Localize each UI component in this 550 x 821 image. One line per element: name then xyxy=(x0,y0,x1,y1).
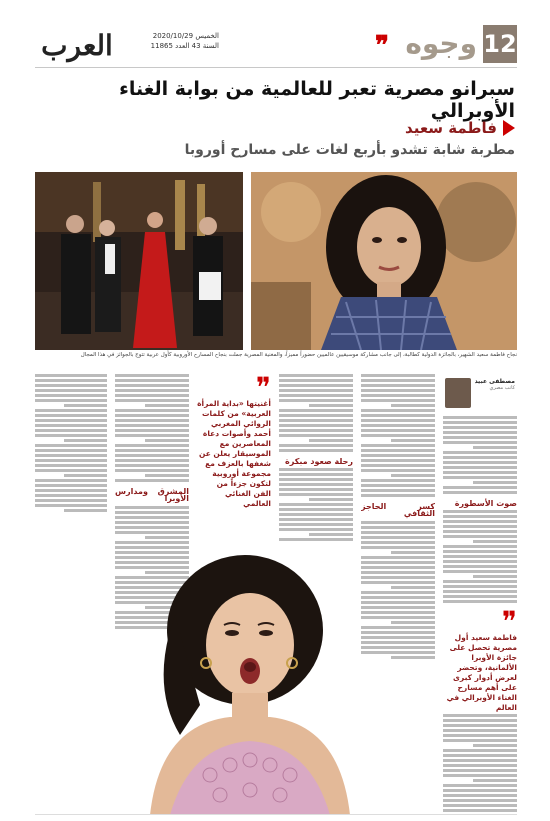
text-line xyxy=(361,399,435,402)
text-line xyxy=(115,459,189,462)
issue-info xyxy=(129,31,219,51)
column-text xyxy=(279,374,353,452)
text-line xyxy=(115,449,189,452)
text-line xyxy=(115,394,189,397)
text-line xyxy=(361,414,435,417)
text-line xyxy=(279,419,353,422)
text-line xyxy=(443,724,517,727)
text-line xyxy=(361,556,435,559)
text-line xyxy=(443,769,517,772)
text-line xyxy=(443,600,517,603)
logo-text: العرب xyxy=(41,28,113,62)
text-line xyxy=(361,606,435,609)
text-line xyxy=(279,424,353,427)
text-line xyxy=(361,641,435,644)
portrait-photo xyxy=(251,172,517,350)
column-text xyxy=(361,521,435,659)
text-line xyxy=(115,506,189,509)
author-name: مصطفى عبيد xyxy=(474,378,515,385)
text-line xyxy=(443,550,517,553)
text-line xyxy=(361,494,435,497)
text-line xyxy=(361,489,435,492)
text-line xyxy=(279,399,353,402)
text-line xyxy=(443,545,517,548)
text-line xyxy=(443,426,517,429)
column-text xyxy=(361,374,435,497)
text-line xyxy=(443,799,517,802)
subheadline: مطربة شابة تشدو بأربع لغات على مسارح أوروبا xyxy=(184,142,515,158)
text-line xyxy=(35,489,107,492)
text-line xyxy=(279,409,353,412)
text-line xyxy=(279,429,353,432)
text-line xyxy=(361,526,435,529)
text-line xyxy=(361,646,435,649)
text-line xyxy=(279,374,353,377)
text-line xyxy=(473,540,517,543)
text-line xyxy=(64,474,107,477)
text-line xyxy=(35,454,107,457)
text-line xyxy=(391,621,435,624)
text-line xyxy=(443,580,517,583)
triangle-marker-icon xyxy=(503,120,515,136)
person-name-row xyxy=(315,118,515,138)
text-line xyxy=(443,734,517,737)
text-line xyxy=(279,379,353,382)
text-line xyxy=(35,419,107,422)
text-line xyxy=(443,525,517,528)
text-line xyxy=(35,434,107,437)
author-role: كاتب مصري xyxy=(489,385,515,391)
text-line xyxy=(361,596,435,599)
text-line xyxy=(35,394,107,397)
text-line xyxy=(443,585,517,588)
text-line xyxy=(361,546,435,549)
singer-illustration xyxy=(120,545,370,815)
text-line xyxy=(443,421,517,424)
text-line xyxy=(35,469,107,472)
text-line xyxy=(361,444,435,447)
text-line xyxy=(361,454,435,457)
text-line xyxy=(443,754,517,757)
text-line xyxy=(473,446,517,449)
text-line xyxy=(361,374,435,377)
text-line xyxy=(361,419,435,422)
text-line xyxy=(443,595,517,598)
text-line xyxy=(279,523,353,526)
text-line xyxy=(35,499,107,502)
text-line xyxy=(443,530,517,533)
pull-quote-1: أغنيتها «بداية المرأة العربية» من كلمات الروائي المغربي أحمد وأصوات دعاة المعاصرين مع الموسيقار يعلن عن شغفها بالعزف مع مجموعة أوروبية لتكون جزءاً من الفن الغنائي العالمي xyxy=(197,399,271,508)
text-line xyxy=(115,399,189,402)
text-line xyxy=(35,429,107,432)
text-line xyxy=(279,394,353,397)
text-line xyxy=(115,541,189,544)
subsection-title: المشرق ومدارس الأوبرا xyxy=(115,487,189,504)
column-text xyxy=(443,510,517,603)
concert-photo xyxy=(35,172,243,350)
text-line xyxy=(443,590,517,593)
text-line xyxy=(279,468,353,471)
text-line xyxy=(443,491,517,494)
text-line xyxy=(361,611,435,614)
subsection-title: رحلة صعود مبكرة xyxy=(285,457,353,466)
text-line xyxy=(443,764,517,767)
column-text xyxy=(443,714,517,813)
body-column-6 xyxy=(35,373,107,813)
portrait-photo-image xyxy=(251,172,517,350)
text-line xyxy=(391,474,435,477)
column-text xyxy=(443,416,517,494)
text-line xyxy=(115,479,189,482)
text-line xyxy=(64,439,107,442)
text-line xyxy=(443,555,517,558)
issue-line: السنة 43 العدد 11865 xyxy=(150,42,219,50)
text-line xyxy=(35,449,107,452)
text-line xyxy=(443,461,517,464)
text-line xyxy=(309,404,353,407)
text-line xyxy=(443,759,517,762)
text-line xyxy=(391,439,435,442)
text-line xyxy=(443,486,517,489)
text-line xyxy=(391,586,435,589)
text-line xyxy=(115,444,189,447)
column-text xyxy=(115,374,189,482)
text-line xyxy=(473,575,517,578)
date-line: الخميس 2020/10/29 xyxy=(152,32,219,40)
text-line xyxy=(443,451,517,454)
text-line xyxy=(279,528,353,531)
text-line xyxy=(35,479,107,482)
text-line xyxy=(35,399,107,402)
text-line xyxy=(473,481,517,484)
singer-illustration-image xyxy=(120,545,370,815)
text-line xyxy=(443,441,517,444)
section-page-number: 12 xyxy=(483,25,517,63)
body-column-2 xyxy=(361,373,435,813)
text-line xyxy=(309,533,353,536)
text-line xyxy=(279,414,353,417)
text-line xyxy=(35,494,107,497)
newspaper-logo xyxy=(35,27,119,63)
body-column-3 xyxy=(279,373,353,543)
text-line xyxy=(35,389,107,392)
text-line xyxy=(279,434,353,437)
column-text xyxy=(35,374,107,512)
text-line xyxy=(361,389,435,392)
column-text xyxy=(279,468,353,543)
text-line xyxy=(443,431,517,434)
text-line xyxy=(279,478,353,481)
text-line xyxy=(279,513,353,516)
text-line xyxy=(391,551,435,554)
text-line xyxy=(443,719,517,722)
subsection-title: صوت الأسطورة xyxy=(454,499,517,508)
quote-mark-icon: ❞ xyxy=(501,605,517,639)
pull-quote-box-1 xyxy=(197,373,271,509)
text-line xyxy=(361,616,435,619)
text-line xyxy=(35,409,107,412)
text-line xyxy=(115,469,189,472)
text-line xyxy=(443,774,517,777)
text-line xyxy=(145,474,189,477)
text-line xyxy=(361,636,435,639)
text-line xyxy=(443,520,517,523)
text-line xyxy=(443,714,517,717)
text-line xyxy=(443,436,517,439)
text-line xyxy=(279,444,353,447)
text-line xyxy=(443,749,517,752)
text-line xyxy=(443,560,517,563)
text-line xyxy=(35,379,107,382)
text-line xyxy=(443,466,517,469)
text-line xyxy=(361,601,435,604)
text-line xyxy=(443,789,517,792)
body-column-1 xyxy=(443,415,517,813)
text-line xyxy=(473,779,517,782)
text-line xyxy=(115,424,189,427)
text-line xyxy=(361,536,435,539)
text-line xyxy=(391,404,435,407)
text-line xyxy=(361,459,435,462)
text-line xyxy=(361,561,435,564)
pull-quote-2: فاطمة سعيد أول مصرية تحصل على جائزة الأوبرا الألمانية، وتحضر لعرض أدوار كبرى على أهم مسارح الغناء الأوبرالي في العالم xyxy=(446,633,517,713)
text-line xyxy=(309,439,353,442)
text-line xyxy=(443,729,517,732)
text-line xyxy=(443,416,517,419)
text-line xyxy=(443,809,517,812)
text-line xyxy=(361,479,435,482)
text-line xyxy=(361,541,435,544)
text-line xyxy=(361,394,435,397)
text-line xyxy=(145,404,189,407)
text-line xyxy=(443,510,517,513)
page-header xyxy=(35,25,517,68)
text-line xyxy=(35,384,107,387)
body-column-4 xyxy=(197,373,271,543)
text-line xyxy=(35,374,107,377)
concert-photo-image xyxy=(35,172,243,350)
text-line xyxy=(309,498,353,501)
text-line xyxy=(473,744,517,747)
text-line xyxy=(35,504,107,507)
text-line xyxy=(443,570,517,573)
text-line xyxy=(35,459,107,462)
text-line xyxy=(361,449,435,452)
text-line xyxy=(279,483,353,486)
text-line xyxy=(115,384,189,387)
text-line xyxy=(361,626,435,629)
text-line xyxy=(115,526,189,529)
section-title: وجوه xyxy=(405,27,477,60)
text-line xyxy=(361,571,435,574)
text-line xyxy=(361,591,435,594)
text-line xyxy=(443,739,517,742)
bottom-rule xyxy=(35,814,517,815)
text-line xyxy=(115,521,189,524)
text-line xyxy=(115,414,189,417)
text-line xyxy=(35,414,107,417)
text-line xyxy=(279,508,353,511)
headline: سبرانو مصرية تعبر للعالمية من بوابة الغناء الأوبرالي xyxy=(119,78,515,122)
text-line xyxy=(115,516,189,519)
text-line xyxy=(361,566,435,569)
text-line xyxy=(279,473,353,476)
text-line xyxy=(35,484,107,487)
text-line xyxy=(115,429,189,432)
text-line xyxy=(115,409,189,412)
text-line xyxy=(443,476,517,479)
text-line xyxy=(279,503,353,506)
text-line xyxy=(361,469,435,472)
text-line xyxy=(443,784,517,787)
text-line xyxy=(443,565,517,568)
text-line xyxy=(279,518,353,521)
text-line xyxy=(145,439,189,442)
text-line xyxy=(361,651,435,654)
text-line xyxy=(115,434,189,437)
text-line xyxy=(279,384,353,387)
text-line xyxy=(443,804,517,807)
text-line xyxy=(361,631,435,634)
subsection-title: كسر الحاجز الثقافي xyxy=(361,502,435,519)
text-line xyxy=(443,535,517,538)
text-line xyxy=(115,379,189,382)
text-line xyxy=(361,409,435,412)
text-line xyxy=(279,538,353,541)
text-line xyxy=(361,484,435,487)
text-line xyxy=(361,531,435,534)
text-line xyxy=(35,444,107,447)
text-line xyxy=(35,424,107,427)
text-line xyxy=(279,449,353,452)
text-line xyxy=(115,464,189,467)
text-line xyxy=(361,581,435,584)
pull-quote-box-2 xyxy=(443,605,517,713)
text-line xyxy=(279,389,353,392)
text-line xyxy=(361,429,435,432)
text-line xyxy=(443,515,517,518)
text-line xyxy=(443,794,517,797)
text-line xyxy=(391,656,435,659)
text-line xyxy=(443,471,517,474)
text-line xyxy=(115,389,189,392)
text-line xyxy=(443,456,517,459)
text-line xyxy=(115,419,189,422)
text-line xyxy=(279,488,353,491)
text-line xyxy=(145,536,189,539)
text-line xyxy=(64,509,107,512)
text-line xyxy=(361,576,435,579)
text-line xyxy=(115,511,189,514)
text-line xyxy=(361,424,435,427)
text-line xyxy=(361,521,435,524)
text-line xyxy=(115,531,189,534)
text-line xyxy=(115,454,189,457)
text-line xyxy=(361,384,435,387)
text-line xyxy=(115,374,189,377)
text-line xyxy=(361,434,435,437)
text-line xyxy=(279,493,353,496)
text-line xyxy=(64,404,107,407)
text-line xyxy=(361,464,435,467)
quote-mark-icon: ❞ xyxy=(255,373,271,404)
quote-mark-icon: ❞ xyxy=(375,31,389,61)
photo-caption: نجاح فاطمة سعيد الشهير، بالجائزة الدولية كطالبة، إلى جانب مشاركة موسيقيين عالميين حضوراً مميزاً، والمغنية المصرية جملت بنجاح المسارح الأوروبية كأول عربية تتوج بالجوائز في هذا المجال xyxy=(80,352,517,358)
text-line xyxy=(361,379,435,382)
text-line xyxy=(35,464,107,467)
person-name: فاطمة سعيد xyxy=(405,119,497,137)
